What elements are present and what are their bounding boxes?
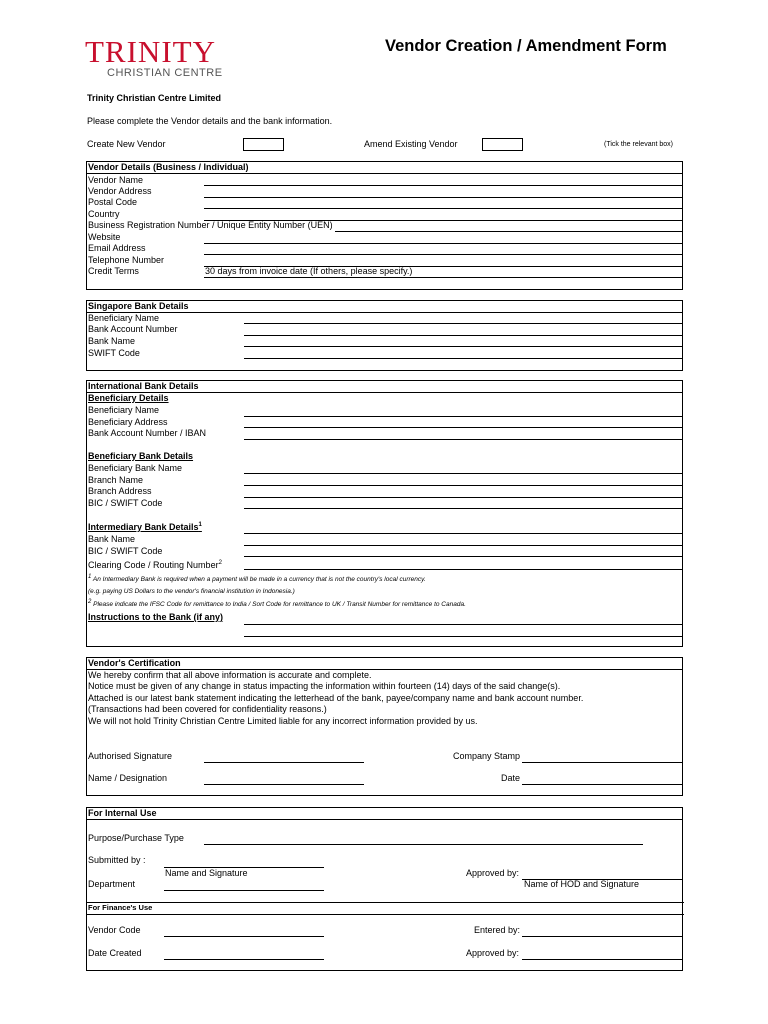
date-created-label: Date Created (88, 948, 142, 958)
submitted-by-label: Submitted by : (88, 855, 146, 865)
beneficiary-details-heading: Beneficiary Details (88, 393, 169, 403)
create-new-vendor-checkbox[interactable] (243, 138, 284, 151)
intl-bic-swift-field[interactable] (244, 508, 683, 509)
credit-terms-label: Credit Terms (88, 266, 139, 276)
singapore-bank-title: Singapore Bank Details (87, 301, 682, 313)
intermediary-spacer-line (244, 533, 683, 534)
internal-use-section (86, 807, 683, 971)
intermediary-bank-name-label: Bank Name (88, 534, 136, 544)
branch-address-field[interactable] (244, 497, 683, 498)
clearing-code-label: Clearing Code / Routing Number$^2$ (88, 560, 222, 570)
beneficiary-bank-name-label: Beneficiary Bank Name (88, 463, 183, 473)
sg-bank-account-field[interactable] (244, 335, 683, 336)
sg-bank-name-field[interactable] (244, 346, 683, 347)
telephone-field[interactable] (204, 266, 683, 267)
form-instruction: Please complete the Vendor details and the bank information. (87, 116, 333, 126)
finance-use-title: For Finance's Use (88, 903, 153, 912)
purpose-label: Purpose/Purchase Type (88, 833, 184, 843)
logo-subtitle: CHRISTIAN CENTRE (107, 67, 223, 79)
bank-instructions-heading: Instructions to the Bank (if any) (88, 612, 224, 622)
international-bank-title: International Bank Details (87, 381, 682, 393)
branch-address-label: Branch Address (88, 486, 152, 496)
vendor-code-label: Vendor Code (88, 925, 141, 935)
name-designation-label: Name / Designation (88, 773, 168, 783)
international-bank-section (86, 380, 683, 647)
certification-title: Vendor's Certification (87, 658, 682, 670)
sg-beneficiary-name-field[interactable] (244, 323, 683, 324)
intermediary-bank-name-field[interactable] (244, 545, 683, 546)
uen-label: Business Registration Number / Unique Entity Number (UEN) (88, 220, 333, 230)
beneficiary-bank-name-field[interactable] (244, 473, 683, 474)
intl-bic-swift-label: BIC / SWIFT Code (88, 498, 163, 508)
certification-date-label: Date (501, 773, 521, 783)
purpose-field[interactable] (204, 844, 643, 845)
vendor-address-field[interactable] (204, 197, 683, 198)
date-created-field[interactable] (164, 959, 324, 960)
internal-use-title: For Internal Use (87, 808, 682, 820)
telephone-label: Telephone Number (88, 255, 165, 265)
bank-instructions-field-2[interactable] (244, 636, 683, 637)
certification-line: We will not hold Trinity Christian Centre Limited liable for any incorrect information provided by us. (88, 716, 478, 726)
credit-terms-field[interactable] (204, 277, 683, 278)
department-label: Department (88, 879, 136, 889)
intl-account-iban-field[interactable] (244, 439, 683, 440)
beneficiary-bank-heading: Beneficiary Bank Details (88, 451, 194, 461)
vendor-details-title: Vendor Details (Business / Individual) (87, 162, 682, 174)
vendor-name-label: Vendor Name (88, 175, 144, 185)
intl-beneficiary-address-label: Beneficiary Address (88, 417, 168, 427)
finance-divider-top (87, 902, 684, 903)
certification-section (86, 657, 683, 796)
intermediary-bic-swift-field[interactable] (244, 556, 683, 557)
entered-by-field[interactable] (522, 936, 683, 937)
logo-wordmark: TRINITY (85, 34, 216, 69)
certification-line: We hereby confirm that all above information is accurate and complete. (88, 670, 372, 680)
intl-beneficiary-address-field[interactable] (244, 427, 683, 428)
intl-account-iban-label: Bank Account Number / IBAN (88, 428, 207, 438)
intermediary-bic-swift-label: BIC / SWIFT Code (88, 546, 163, 556)
postal-code-label: Postal Code (88, 197, 138, 207)
intermediary-bank-heading: Intermediary Bank Details$^1$ (88, 522, 202, 532)
country-label: Country (88, 209, 120, 219)
intermediary-footnote-example: (e.g. paying US Dollars to the vendor's financial institution in Indonesia.) (88, 588, 295, 595)
intl-beneficiary-name-field[interactable] (244, 416, 683, 417)
amend-existing-vendor-label: Amend Existing Vendor (364, 139, 458, 149)
finance-approved-by-field[interactable] (522, 959, 683, 960)
branch-name-label: Branch Name (88, 475, 144, 485)
clearing-code-footnote: $^2$ Please indicate the IFSC Code for remittance to India / Sort Code for remittance to UK / Transit Number for remittance to Canada. (88, 599, 466, 609)
sg-beneficiary-name-label: Beneficiary Name (88, 313, 160, 323)
sg-swift-field[interactable] (244, 358, 683, 359)
credit-terms-value: 30 days from invoice date (If others, please specify.) (205, 266, 413, 276)
website-field[interactable] (204, 243, 683, 244)
name-designation-field[interactable] (204, 784, 364, 785)
tick-note: (Tick the relevant box) (604, 141, 673, 148)
certification-line: (Transactions had been covered for confidentiality reasons.) (88, 704, 327, 714)
finance-approved-by-label: Approved by: (466, 948, 520, 958)
branch-name-field[interactable] (244, 485, 683, 486)
sg-bank-account-label: Bank Account Number (88, 324, 178, 334)
email-label: Email Address (88, 243, 146, 253)
certification-line: Attached is our latest bank statement indicating the letterhead of the bank, payee/company name and bank account number. (88, 693, 584, 703)
name-and-signature-caption: Name and Signature (165, 868, 248, 878)
amend-existing-vendor-checkbox[interactable] (482, 138, 523, 151)
vendor-details-section (86, 161, 683, 290)
sg-swift-label: SWIFT Code (88, 348, 140, 358)
department-field[interactable] (164, 890, 324, 891)
intl-beneficiary-name-label: Beneficiary Name (88, 405, 160, 415)
certification-date-field[interactable] (522, 784, 683, 785)
company-stamp-label: Company Stamp (453, 751, 521, 761)
uen-field[interactable] (335, 231, 683, 232)
intermediary-footnote: $^1$ An Intermediary Bank is required when a payment will be made in a currency that is not the country's local currency. (88, 574, 426, 584)
authorised-signature-label: Authorised Signature (88, 751, 173, 761)
company-stamp-field[interactable] (522, 762, 683, 763)
postal-code-field[interactable] (204, 208, 683, 209)
vendor-address-label: Vendor Address (88, 186, 152, 196)
hod-signature-caption: Name of HOD and Signature (524, 879, 640, 889)
email-field[interactable] (204, 254, 683, 255)
singapore-bank-section (86, 300, 683, 371)
entered-by-label: Entered by: (474, 925, 521, 935)
website-label: Website (88, 232, 121, 242)
clearing-code-field[interactable] (244, 569, 683, 570)
internal-approved-by-label: Approved by: (466, 868, 520, 878)
finance-divider-bottom (87, 914, 684, 915)
sg-bank-name-label: Bank Name (88, 336, 136, 346)
bank-instructions-field-1[interactable] (244, 624, 683, 625)
vendor-name-field[interactable] (204, 185, 683, 186)
vendor-code-field[interactable] (164, 936, 324, 937)
create-new-vendor-label: Create New Vendor (87, 139, 166, 149)
certification-line: Notice must be given of any change in status impacting the information within fourteen (14) days of the said change(s). (88, 681, 561, 691)
organization-name: Trinity Christian Centre Limited (87, 93, 222, 103)
form-title: Vendor Creation / Amendment Form (385, 37, 667, 55)
authorised-signature-field[interactable] (204, 762, 364, 763)
country-field[interactable] (204, 220, 683, 221)
